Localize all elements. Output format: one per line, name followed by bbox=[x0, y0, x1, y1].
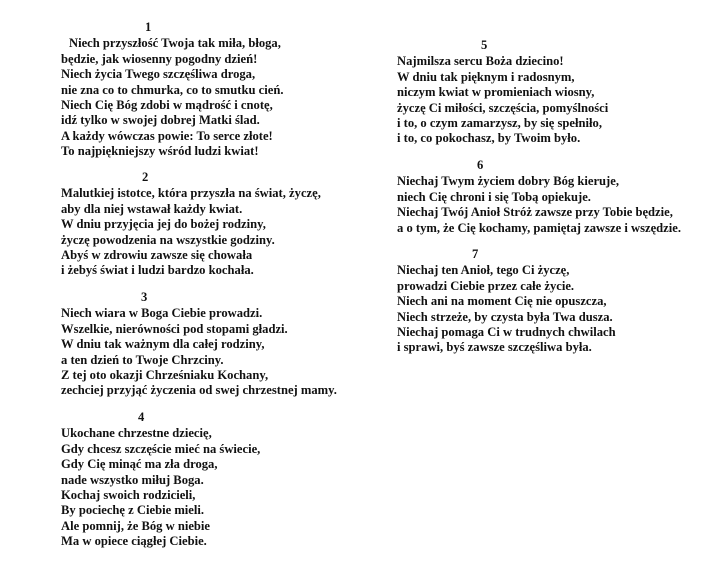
stanza-number: 4 bbox=[138, 410, 145, 424]
poem-line: Niech Cię Bóg zdobi w mądrość i cnotę, bbox=[61, 98, 273, 113]
poem-line: i żebyś świat i ludzi bardzo kochała. bbox=[61, 263, 254, 278]
stanza-number: 1 bbox=[145, 20, 152, 34]
poem-line: Niech wiara w Boga Ciebie prowadzi. bbox=[61, 306, 263, 321]
poem-line: Abyś w zdrowiu zawsze się chowała bbox=[61, 248, 253, 263]
poem-line: Gdy Cię minąć ma zła droga, bbox=[61, 457, 218, 472]
stanza-number: 5 bbox=[481, 38, 488, 52]
poem-line: Niech ani na moment Cię nie opuszcza, bbox=[397, 294, 607, 309]
stanza-number: 6 bbox=[477, 158, 484, 172]
poem-line: Gdy chcesz szczęście mieć na świecie, bbox=[61, 441, 261, 456]
poem-line: i to, co pokochasz, by Twoim było. bbox=[397, 131, 581, 146]
poem-line: niczym kwiat w promieniach wiosny, bbox=[397, 85, 595, 100]
poem-line: i to, o czym zamarzysz, by się spełniło, bbox=[397, 116, 602, 131]
poem-line: Ale pomnij, że Bóg w niebie bbox=[61, 518, 211, 533]
stanza-number: 2 bbox=[142, 170, 149, 184]
stanza-1 bbox=[61, 20, 361, 160]
poem-line: Ma w opiece ciągłej Ciebie. bbox=[61, 534, 207, 549]
poem-line: idź tylko w swojej dobrej Matki ślad. bbox=[61, 113, 260, 128]
poem-line: i sprawi, byś zawsze szczęśliwa była. bbox=[397, 340, 592, 355]
poem-line: Niech przyszłość Twoja tak miła, błoga, bbox=[69, 36, 281, 51]
poem-line: Niechaj ten Anioł, tego Ci życzę, bbox=[397, 263, 570, 278]
poem-line: nie zna co to chmurka, co to smutku cień. bbox=[61, 82, 284, 97]
stanza-6 bbox=[397, 158, 697, 236]
poem-line: będzie, jak wiosenny pogodny dzień! bbox=[61, 51, 258, 66]
stanza-2 bbox=[61, 170, 361, 279]
stanza-3 bbox=[61, 290, 361, 399]
poem-line: Niechaj pomaga Ci w trudnych chwilach bbox=[397, 325, 616, 340]
poem-line: a o tym, że Cię kochamy, pamiętaj zawsze i wszędzie. bbox=[397, 220, 681, 235]
poem-line: Najmilsza sercu Boża dziecino! bbox=[397, 54, 564, 69]
poem-line: W dniu przyjęcia jej do bożej rodziny, bbox=[61, 217, 266, 232]
poem-line: Malutkiej istotce, która przyszła na świat, życzę, bbox=[61, 186, 321, 201]
stanza-4 bbox=[61, 410, 361, 550]
stanza-7 bbox=[397, 247, 697, 356]
stanza-number: 3 bbox=[141, 290, 148, 304]
poem-line: Kochaj swoich rodzicieli, bbox=[61, 488, 196, 503]
poem-line: Wszelkie, nierówności pod stopami gładzi. bbox=[61, 321, 288, 336]
stanza-5 bbox=[397, 38, 697, 147]
poem-line: W dniu tak ważnym dla całej rodziny, bbox=[61, 337, 265, 352]
poem-line: prowadzi Ciebie przez całe życie. bbox=[397, 278, 575, 293]
poem-line: zechciej przyjąć życzenia od swej chrzestnej mamy. bbox=[61, 383, 337, 398]
stanza-number: 7 bbox=[472, 247, 479, 261]
poem-line: życzę Ci miłości, szczęścia, pomyślności bbox=[397, 100, 609, 115]
poem-line: Niechaj Twój Anioł Stróż zawsze przy Tobie będzie, bbox=[397, 205, 673, 220]
poem-line: a ten dzień to Twoje Chrzciny. bbox=[61, 352, 224, 367]
poem-line: aby dla niej wstawał każdy kwiat. bbox=[61, 201, 243, 216]
poem-line: A każdy wówczas powie: To serce złote! bbox=[61, 128, 273, 143]
poem-line: Ukochane chrzestne dziecię, bbox=[61, 426, 212, 441]
poem-line: Niech życia Twego szczęśliwa droga, bbox=[61, 67, 256, 82]
poem-line: Niechaj Twym życiem dobry Bóg kieruje, bbox=[397, 174, 619, 189]
poem-line: Z tej oto okazji Chrześniaku Kochany, bbox=[61, 368, 269, 383]
poem-line: By pociechę z Ciebie mieli. bbox=[61, 503, 205, 518]
poem-line: To najpiękniejszy wśród ludzi kwiat! bbox=[61, 144, 259, 159]
poem-line: Niech strzeże, by czysta była Twa dusza. bbox=[397, 309, 613, 324]
poem-line: W dniu tak pięknym i radosnym, bbox=[397, 69, 575, 84]
poem-line: niech Cię chroni i się Tobą opiekuje. bbox=[397, 189, 591, 204]
poem-line: nade wszystko miłuj Boga. bbox=[61, 472, 204, 487]
poem-line: życzę powodzenia na wszystkie godziny. bbox=[61, 232, 275, 247]
